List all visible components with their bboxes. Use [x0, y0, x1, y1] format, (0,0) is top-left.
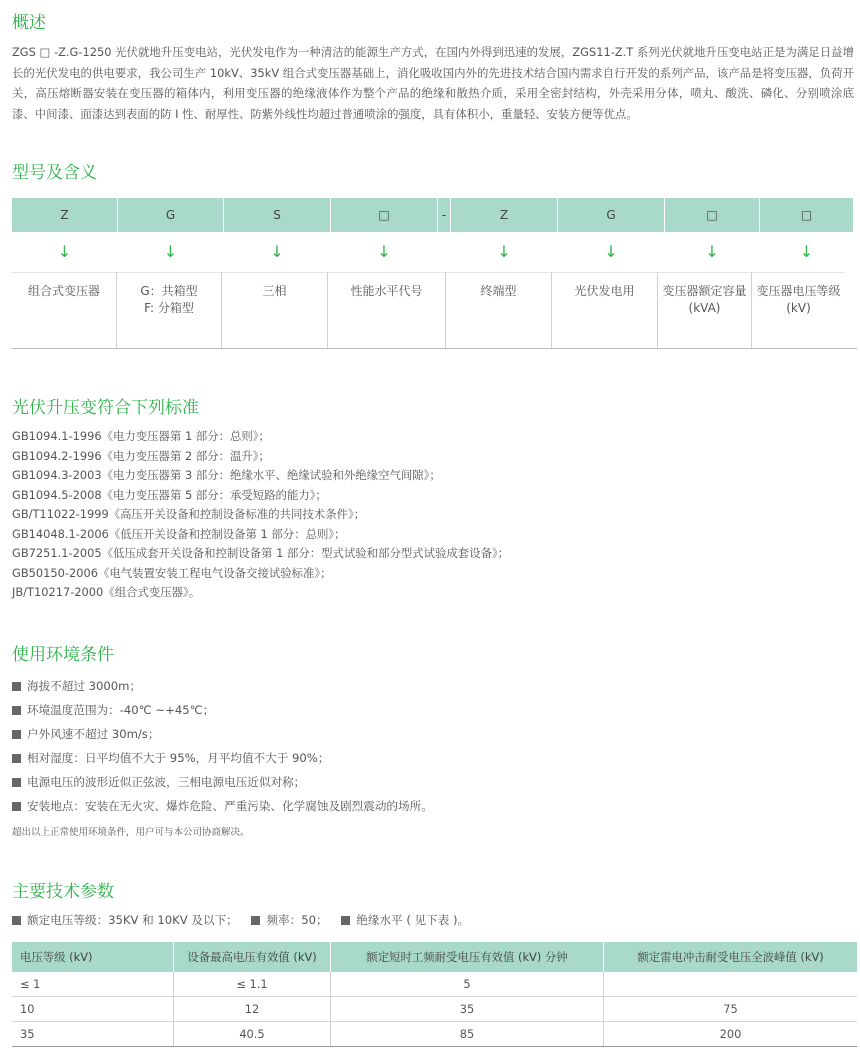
- code-cell: □: [331, 198, 438, 232]
- meaning-cell: 组合式变压器: [12, 272, 117, 348]
- meaning-cell: G：共箱型 F: 分箱型: [117, 272, 222, 348]
- table-cell: 200: [604, 1022, 858, 1047]
- list-item: GB/T11022-1999《高压开关设备和控制设备标准的共同技术条件》；: [12, 507, 366, 521]
- list-item: GB1094.1-1996《电力变压器第 1 部分：总则》；: [12, 429, 270, 443]
- list-item: GB14048.1-2006《低压开关设备和控制设备第 1 部分：总则》；: [12, 526, 346, 541]
- overview-title: 概述: [12, 13, 46, 33]
- meaning-cell: 变压器电压等级 (kV): [752, 272, 845, 348]
- down-arrow-icon: ↓: [57, 242, 72, 261]
- table-cell: 10: [12, 997, 174, 1022]
- code-cell: Z: [451, 198, 558, 232]
- standards-list: [12, 427, 509, 603]
- model-arrow-row: [12, 232, 857, 272]
- list-item: [12, 722, 433, 746]
- list-item: [12, 746, 433, 770]
- meaning-cell: 三相: [222, 272, 328, 348]
- list-item-text: 相对湿度：日平均值不大于 95%，月平均值不大于 90%；: [27, 751, 330, 765]
- overview-text: ZGS □ -Z.G-1250 光伏就地升压变电站，光伏发电作为一种清洁的能源生产方式，在国内外得到迅速的发展，ZGS11-Z.T 系列光伏就地升压变电站正是为满足日益增长的光伏发电的供电要求，我公司生产 10kV、35kV 组合式变压器基础上，消化吸收国内外的先进技术结合国内需求自行开发的系列产品，该产品是将变压器，负荷开关，高压熔断器安装在变压器的箱体内，利用变压器的绝缘液体作为整个产品的绝缘和散热介质，采用全密封结构，外壳采用分体，喷丸、酸洗、磷化、分别喷涂底漆、中间漆、面漆达到表面的防 I 性、耐厚性、防紫外线性均超过普通喷涂的强度，具有体积小，重量轻、安装方便等优点。: [12, 45, 854, 121]
- insulation-table: [12, 942, 857, 1047]
- meaning-cell: 性能水平代号: [328, 272, 446, 348]
- code-cell: □: [665, 198, 760, 232]
- list-item: GB1094.2-1996《电力变压器第 2 部分：温升》；: [12, 448, 270, 463]
- list-item-text: 安装地点：安装在无火灾、爆炸危险、严重污染、化学腐蚀及剧烈震动的场所。: [27, 799, 433, 813]
- square-bullet-icon: [12, 916, 21, 925]
- meaning-cell: 终端型: [446, 272, 552, 348]
- list-item: JB/T10217-2000《组合式变压器》。: [12, 585, 201, 599]
- list-item: GB1094.5-2008《电力变压器第 5 部分：承受短路的能力》；: [12, 487, 327, 502]
- list-item: [12, 674, 433, 698]
- table-header-row: [12, 942, 857, 972]
- params-voltage: 额定电压等级：35KV 和 10KV 及以下；: [27, 913, 238, 927]
- table-cell: 35: [12, 1022, 174, 1047]
- table-cell: ≤ 1.1: [174, 972, 331, 997]
- down-arrow-icon: ↓: [270, 242, 284, 261]
- square-bullet-icon: [12, 706, 21, 715]
- code-cell: G: [558, 198, 665, 232]
- list-item-text: 环境温度范围为：-40℃ ~+45℃；: [27, 703, 215, 717]
- meaning-cell: 变压器额定容量 (kVA): [658, 272, 752, 348]
- params-insulation: 绝缘水平 ( 见下表 )。: [356, 913, 470, 927]
- table-row: [12, 997, 857, 1022]
- arrow-spacer: [438, 232, 451, 272]
- square-bullet-icon: [12, 754, 21, 763]
- code-cell: □: [760, 198, 853, 232]
- table-cell: 35: [331, 997, 604, 1022]
- list-item: [12, 794, 433, 818]
- list-item-text: 海拔不超过 3000m；: [27, 679, 142, 693]
- table-cell: 5: [331, 972, 604, 997]
- square-bullet-icon: [251, 916, 260, 925]
- list-item: GB50150-2006《电气装置安装工程电气设备交接试验标准》；: [12, 565, 332, 580]
- table-cell: [604, 972, 858, 997]
- square-bullet-icon: [12, 682, 21, 691]
- down-arrow-icon: ↓: [604, 242, 618, 261]
- table-cell: 85: [331, 1022, 604, 1047]
- params-title: 主要技术参数: [12, 882, 114, 902]
- table-row: [12, 972, 857, 997]
- list-item: GB1094.3-2003《电力变压器第 3 部分：绝缘水平、绝缘试验和外绝缘空气间隙》；: [12, 468, 441, 482]
- list-item: [12, 770, 433, 794]
- list-item: [12, 698, 433, 722]
- list-item-text: 户外风速不超过 30m/s；: [27, 727, 160, 741]
- code-cell: G: [118, 198, 224, 232]
- column-header: 电压等级 (kV): [12, 942, 174, 972]
- model-meaning-row: [12, 272, 857, 349]
- down-arrow-icon: ↓: [705, 242, 719, 261]
- table-cell: ≤ 1: [12, 972, 174, 997]
- square-bullet-icon: [12, 778, 21, 787]
- table-cell: 12: [174, 997, 331, 1022]
- meaning-cell: 光伏发电用: [552, 272, 658, 348]
- params-summary: [12, 912, 479, 928]
- square-bullet-icon: [12, 802, 21, 811]
- model-code-table: [12, 198, 857, 349]
- list-item: GB7251.1-2005《低压成套开关设备和控制设备第 1 部分：型式试验和部分型式试验成套设备》；: [12, 546, 510, 560]
- down-arrow-icon: ↓: [377, 242, 391, 261]
- standards-title: 光伏升压变符合下列标准: [12, 398, 199, 418]
- column-header: 设备最高电压有效值 (kV): [174, 942, 331, 972]
- table-cell: 75: [604, 997, 858, 1022]
- down-arrow-icon: ↓: [799, 242, 814, 261]
- column-header: 额定雷电冲击耐受电压全波峰值 (kV): [604, 942, 858, 972]
- model-title: 型号及含义: [12, 163, 97, 183]
- table-row: [12, 1022, 857, 1047]
- code-cell: S: [224, 198, 331, 232]
- down-arrow-icon: ↓: [163, 242, 178, 261]
- environment-title: 使用环境条件: [12, 645, 114, 665]
- column-header: 额定短时工频耐受电压有效值 (kV) 分钟: [331, 942, 604, 972]
- code-cell: Z: [12, 198, 118, 232]
- environment-list: [12, 674, 433, 818]
- table-cell: 40.5: [174, 1022, 331, 1047]
- down-arrow-icon: ↓: [497, 242, 511, 261]
- square-bullet-icon: [341, 916, 350, 925]
- square-bullet-icon: [12, 730, 21, 739]
- code-dash: -: [438, 198, 451, 232]
- params-frequency: 频率：50；: [266, 913, 328, 927]
- environment-note: 超出以上正常使用环境条件，用户可与本公司协商解决。: [12, 827, 250, 838]
- list-item-text: 电源电压的波形近似正弦波，三相电源电压近似对称；: [27, 775, 306, 789]
- model-code-row: [12, 198, 857, 232]
